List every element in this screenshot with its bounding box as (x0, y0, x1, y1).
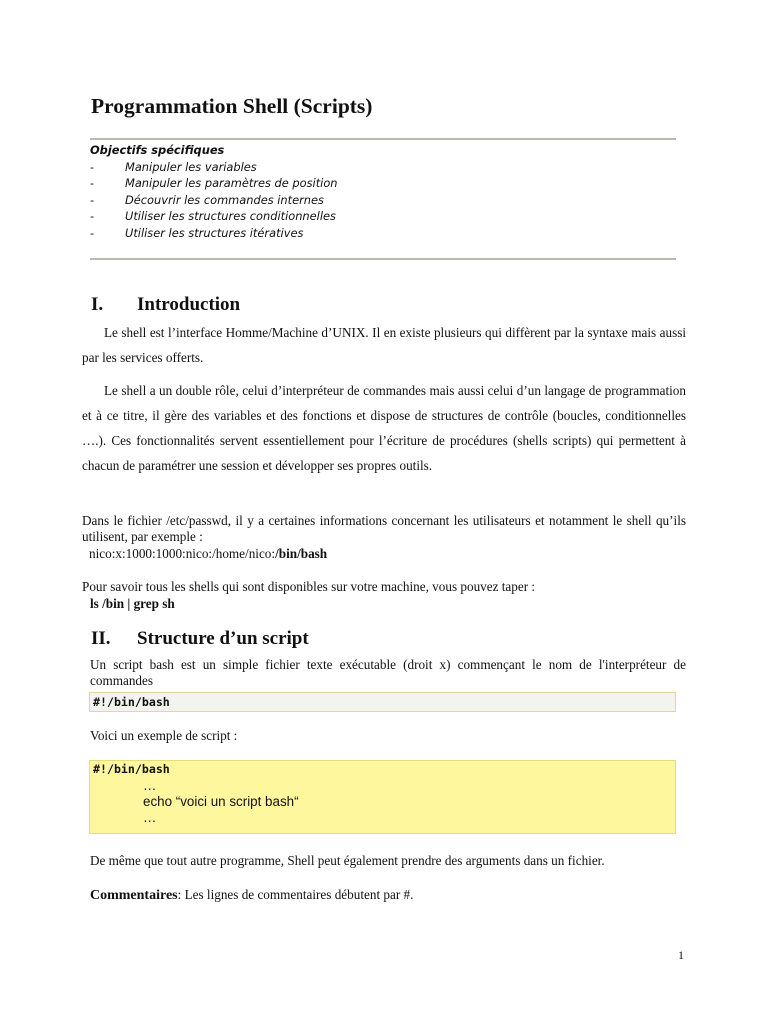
section-number: I. (91, 294, 104, 315)
objective-item (90, 225, 304, 242)
paragraph-text: Un script bash est un simple fichier texte exécutable (droit x) commençant le nom de l'interpréteur de commandes (90, 657, 686, 688)
paragraph-text: Le shell est l’interface Homme/Machine d’UNIX. Il en existe plusieurs qui diffèrent par la syntaxe mais aussi par les services offerts. (82, 325, 686, 365)
objective-text: Manipuler les paramètres de position (125, 176, 338, 190)
objective-bullet: - (90, 159, 95, 174)
passwd-entry: nico:x:1000:1000:nico:/home/nico: (89, 546, 276, 561)
objective-text: Découvrir les commandes internes (125, 192, 324, 207)
objectives-block (90, 142, 338, 241)
passwd-example (89, 546, 327, 562)
structure-paragraph-1 (90, 657, 686, 689)
example-script-block (89, 760, 676, 834)
section-heading-introduction (91, 294, 391, 318)
section-heading-structure (91, 628, 491, 652)
top-divider (90, 138, 676, 140)
objective-item (90, 208, 336, 225)
intro-paragraph-4 (82, 579, 686, 595)
intro-paragraph-3 (82, 513, 686, 545)
code-line: … (143, 810, 157, 825)
objective-text: Manipuler les variables (125, 159, 257, 174)
comments-line (90, 887, 413, 904)
code-line: echo “voici un script bash“ (143, 794, 299, 809)
objective-text: Utiliser les structures itératives (125, 225, 304, 240)
objective-bullet: - (90, 192, 95, 207)
comments-label: Commentaires (90, 888, 178, 903)
paragraph-text: Pour savoir tous les shells qui sont disponibles sur votre machine, vous pouvez taper : (82, 579, 536, 594)
page-title: Programmation Shell (Scripts) (91, 94, 373, 118)
objective-item (90, 192, 324, 209)
section-title: Introduction (137, 294, 241, 315)
objective-item (90, 159, 257, 176)
page-number: 1 (678, 948, 684, 962)
objective-bullet: - (90, 209, 95, 223)
objective-bullet: - (90, 176, 95, 190)
code-line: #!/bin/bash (93, 762, 170, 776)
objective-bullet: - (90, 225, 95, 240)
paragraph-text: De même que tout autre programme, Shell peut également prendre des arguments dans un fichier. (90, 853, 605, 868)
bottom-divider (90, 258, 676, 260)
code-line: … (143, 778, 157, 793)
passwd-shell: /bin/bash (275, 546, 328, 561)
section-number: II. (91, 628, 111, 649)
paragraph-text: Dans le fichier /etc/passwd, il y a certaines informations concernant les utilisateurs et notamment le shell qu’ils utilisent, par exemple : (82, 513, 686, 544)
comments-text: : Les lignes de commentaires débutent par #. (177, 887, 414, 902)
intro-paragraph-1 (82, 320, 686, 370)
structure-paragraph-2 (90, 853, 686, 869)
intro-paragraph-2 (82, 378, 686, 478)
objective-item (90, 175, 338, 192)
code-line: #!/bin/bash (93, 695, 170, 709)
section-title: Structure d’un script (137, 628, 309, 649)
objectives-heading: Objectifs spécifiques (90, 143, 225, 157)
shell-list-command: ls /bin | grep sh (90, 596, 175, 611)
example-intro: Voici un exemple de script : (90, 728, 238, 743)
objective-text: Utiliser les structures conditionnelles (125, 209, 336, 223)
shebang-code-block (89, 692, 676, 712)
paragraph-text: Le shell a un double rôle, celui d’interpréteur de commandes mais aussi celui d’un langage de programmation et à ce titre, il gère des variables et des fonctions et dispose de structures de contrôle (boucles, conditionnelles ….). Ces fonctionnalités servent essentiellement pour l’écriture de procédures (shells scripts) qui permettent à chacun de paramétrer une session et développer ses propres outils. (82, 383, 686, 473)
